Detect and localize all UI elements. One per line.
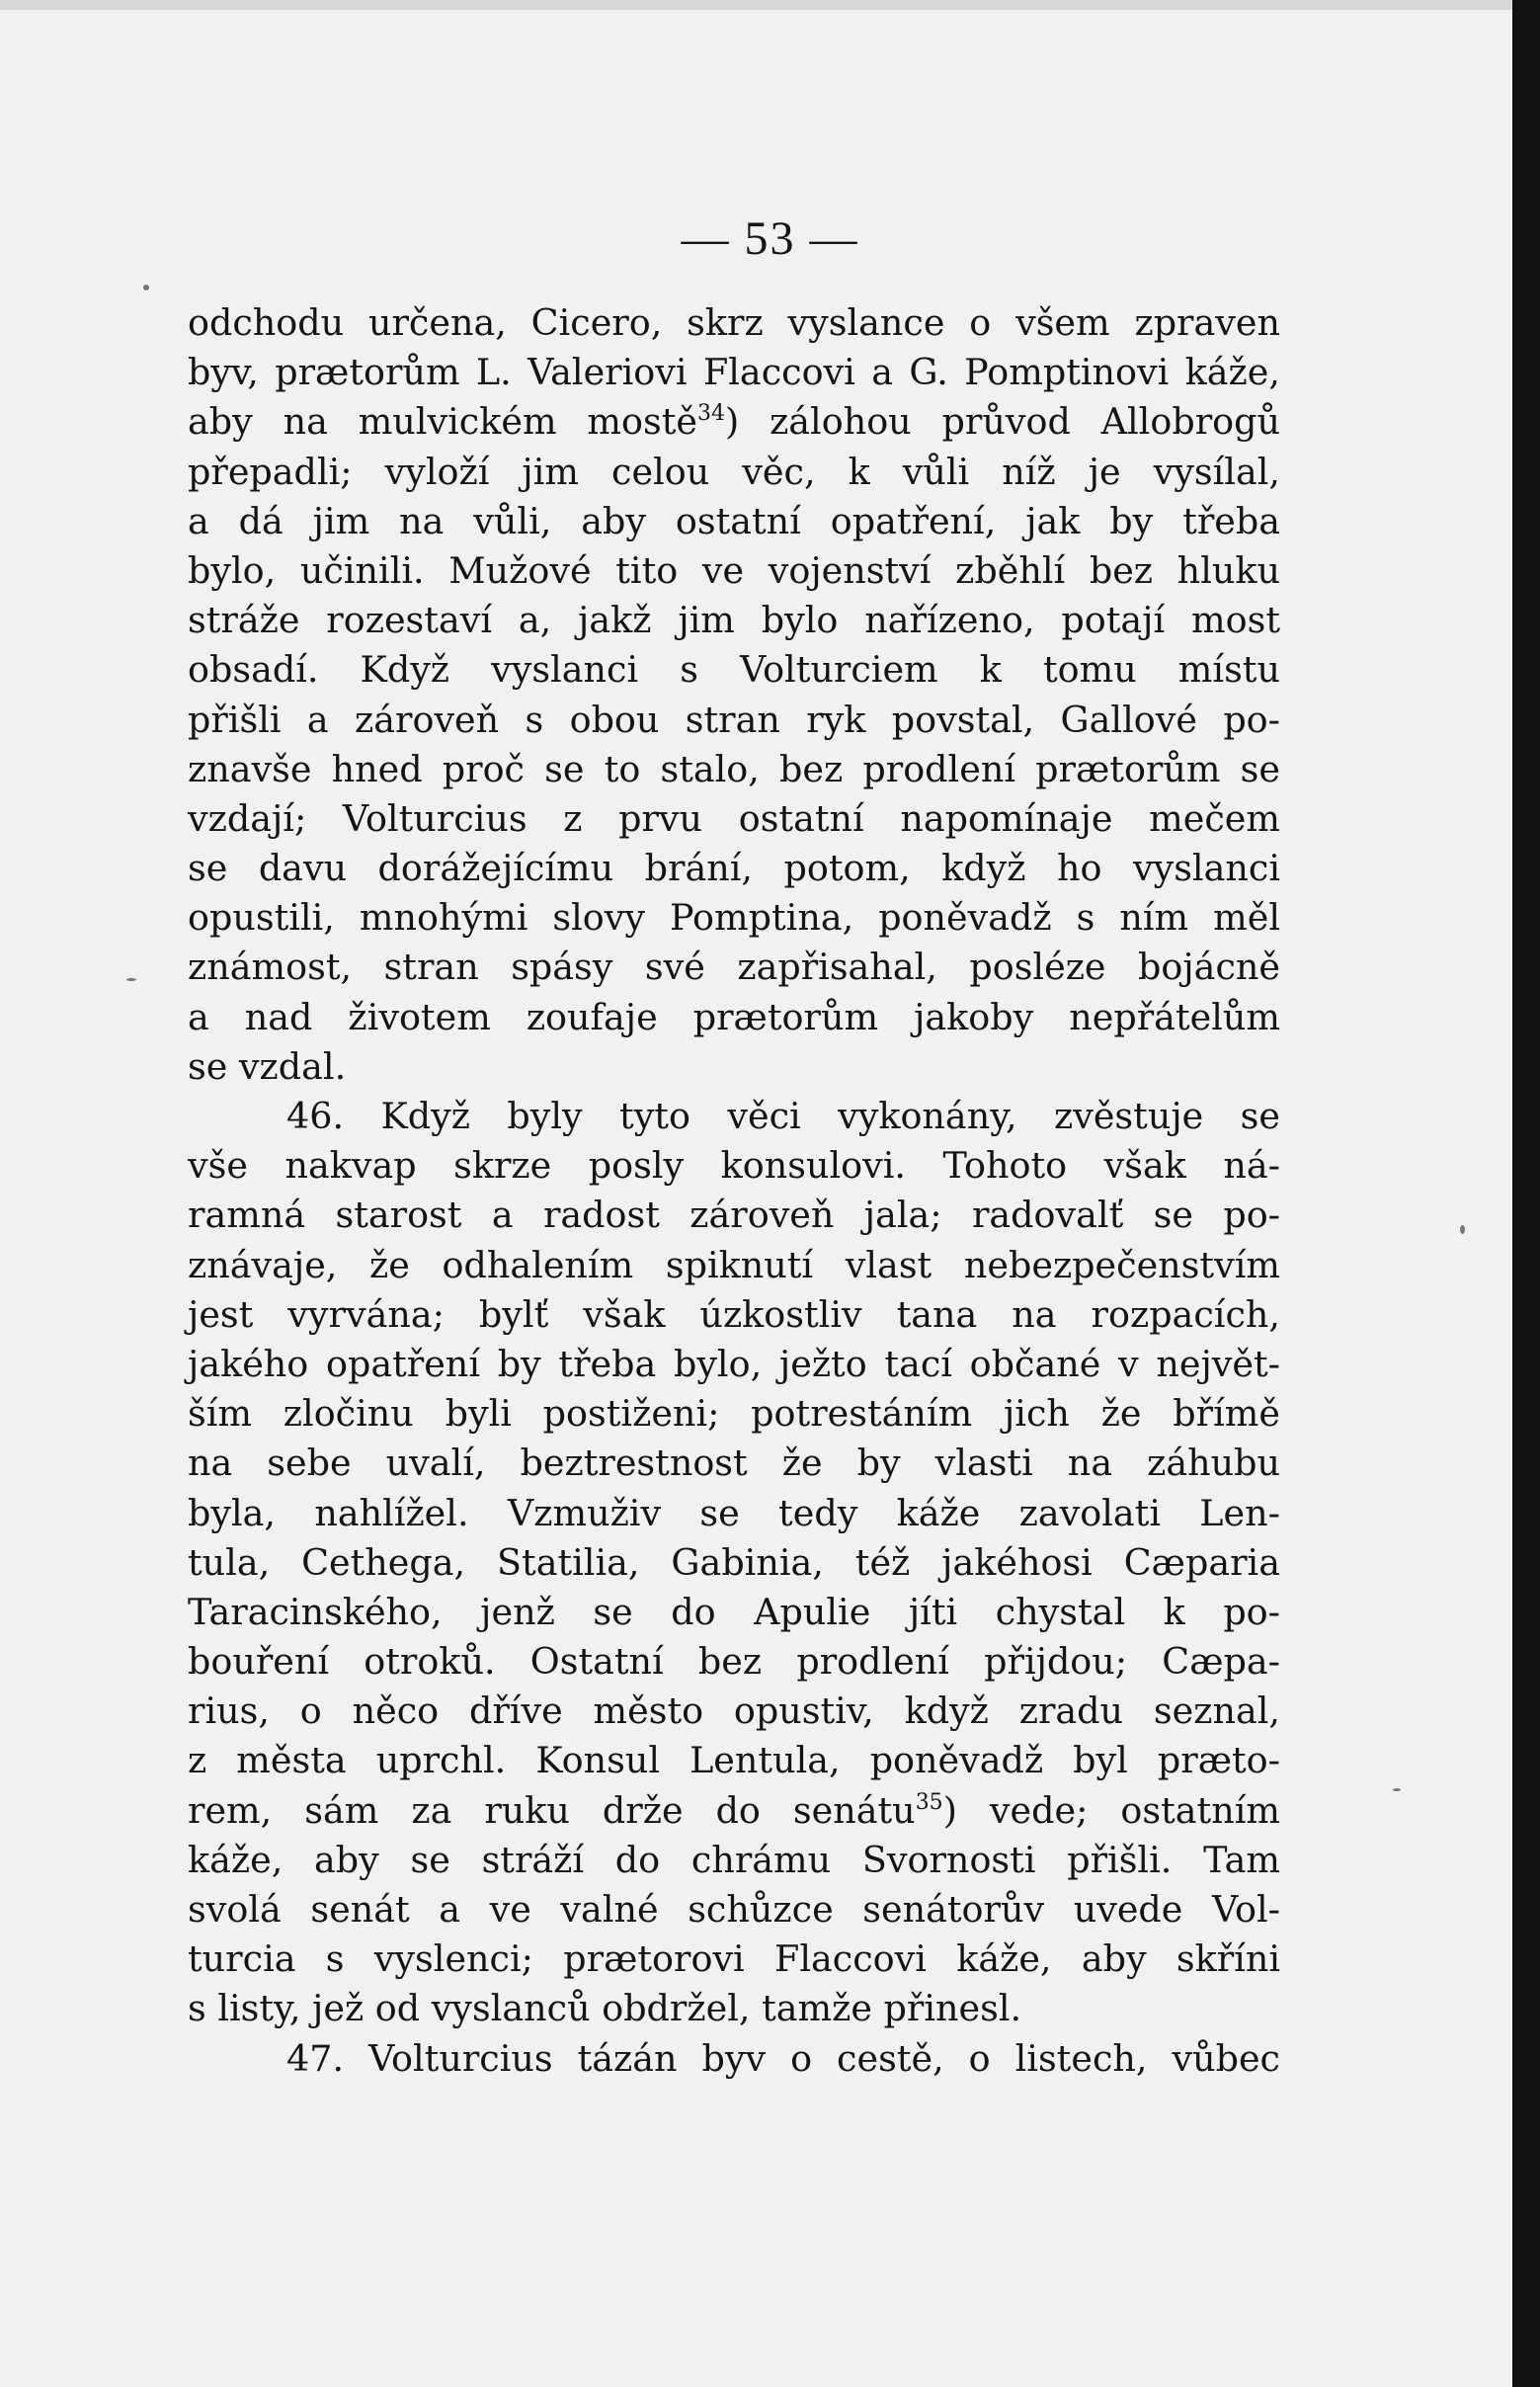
text-line-content: odchodu určena, Cicero, skrz vyslance o všem zpraven bbox=[188, 301, 1280, 344]
text-line bbox=[188, 497, 1280, 546]
text-line bbox=[188, 1042, 1280, 1092]
text-line-content: a dá jim na vůli, aby ostatní opatření, jak by třeba bbox=[188, 499, 1280, 542]
text-line-content: rius, o něco dříve město opustiv, když zradu seznal, bbox=[188, 1689, 1280, 1733]
text-line bbox=[188, 1241, 1280, 1290]
text-line bbox=[188, 348, 1280, 397]
text-line bbox=[188, 1340, 1280, 1389]
text-line bbox=[188, 1885, 1280, 1934]
text-line bbox=[188, 1538, 1280, 1588]
text-line-content: aby na mulvickém mostě bbox=[188, 400, 697, 444]
text-line bbox=[188, 1141, 1280, 1191]
text-line bbox=[188, 298, 1280, 348]
text-line bbox=[188, 745, 1280, 794]
text-line bbox=[188, 844, 1280, 893]
text-line-content: přepadli; vyloží jim celou věc, k vůli níž je vysílal, bbox=[188, 450, 1280, 493]
text-line bbox=[188, 794, 1280, 844]
text-line-content: bouření otroků. Ostatní bez prodlení přijdou; Cæpa- bbox=[188, 1640, 1280, 1684]
text-line-content: turcia s vyslenci; prætorovi Flaccovi káže, aby skříni bbox=[188, 1937, 1280, 1981]
text-line bbox=[188, 1984, 1280, 2033]
dust-speck bbox=[1460, 1225, 1465, 1234]
text-line bbox=[188, 448, 1280, 497]
text-line-content: znávaje, že odhalením spiknutí vlast nebezpečenstvím bbox=[188, 1243, 1280, 1286]
text-line-content: přišli a zároveň s obou stran ryk povstal, Gallové po- bbox=[188, 698, 1280, 741]
text-line bbox=[188, 1588, 1280, 1637]
text-line-content: z města uprchl. Konsul Lentula, poněvadž byl præto- bbox=[188, 1739, 1280, 1782]
dust-speck bbox=[1393, 1788, 1401, 1791]
text-line bbox=[188, 1934, 1280, 1984]
dust-speck bbox=[143, 285, 149, 290]
scan-edge-top bbox=[0, 0, 1540, 10]
text-line bbox=[188, 893, 1280, 943]
text-line-content: 46. Když byly tyto věci vykonány, zvěstuje se bbox=[286, 1095, 1280, 1137]
text-line bbox=[188, 546, 1280, 596]
text-line-content: jest vyrvána; bylť však úzkostliv tana na rozpacích, bbox=[188, 1292, 1280, 1336]
text-line-content: znavše hned proč se to stalo, bez prodlení prætorům se bbox=[188, 747, 1280, 790]
text-line-content: s listy, jež od vyslanců obdržel, tamže přinesl. bbox=[188, 1987, 1022, 2030]
text-line bbox=[188, 1736, 1280, 1785]
text-line-content: Taracinského, jenž se do Apulie jíti chystal k po- bbox=[188, 1590, 1280, 1633]
footnote-ref: 34 bbox=[696, 401, 725, 427]
text-line bbox=[188, 1389, 1280, 1439]
text-line-continuation: ) vede; ostatním bbox=[942, 1788, 1280, 1832]
footnote-ref: 35 bbox=[915, 1789, 943, 1815]
text-line bbox=[188, 1687, 1280, 1736]
text-line bbox=[188, 696, 1280, 745]
text-line-content: svolá senát a ve valné schůzce senátorův uvede Vol- bbox=[188, 1888, 1280, 1931]
text-line-content: 47. Volturcius tázán byv o cestě, o listech, vůbec bbox=[286, 2036, 1280, 2080]
text-line bbox=[188, 1489, 1280, 1538]
text-line-content: káže, aby se stráží do chrámu Svornosti přišli. Tam bbox=[188, 1838, 1280, 1881]
text-line bbox=[188, 1786, 1280, 1836]
text-line-content: jakého opatření by třeba bylo, ježto tací občané v největ- bbox=[188, 1342, 1280, 1385]
text-line-content: ším zločinu byli postiženi; potrestáním jich že břímě bbox=[188, 1392, 1280, 1436]
text-line-content: byv, prætorům L. Valeriovi Flaccovi a G. Pomptinovi káže, bbox=[188, 351, 1280, 394]
text-line-content: se davu dorážejícímu brání, potom, když ho vyslanci bbox=[188, 847, 1280, 890]
text-line-content: známost, stran spásy své zapřisahal, posléze bojácně bbox=[188, 946, 1280, 989]
text-line-content: opustili, mnohými slovy Pomptina, poněvadž s ním měl bbox=[188, 896, 1280, 940]
text-line-content: obsadí. Když vyslanci s Volturciem k tomu místu bbox=[188, 648, 1280, 692]
text-line-content: vzdají; Volturcius z prvu ostatní napomínaje mečem bbox=[188, 796, 1280, 840]
text-line bbox=[188, 397, 1280, 447]
page-number: — 53 — bbox=[681, 212, 859, 265]
text-line bbox=[188, 1439, 1280, 1488]
text-line-content: rem, sám za ruku drže do senátu bbox=[188, 1788, 916, 1832]
text-line bbox=[188, 2034, 1280, 2084]
text-line bbox=[188, 645, 1280, 695]
text-line bbox=[188, 1092, 1280, 1141]
text-line bbox=[188, 596, 1280, 645]
text-line-content: vše nakvap skrze posly konsulovi. Tohoto však ná- bbox=[188, 1144, 1280, 1188]
text-line bbox=[188, 943, 1280, 992]
text-line-content: a nad životem zoufaje prætorům jakoby nepřátelům bbox=[188, 995, 1280, 1038]
text-line bbox=[188, 1637, 1280, 1687]
text-line-content: stráže rozestaví a, jakž jim bylo nařízeno, potají most bbox=[188, 599, 1280, 642]
text-line-content: bylo, učinili. Mužové tito ve vojenství zběhlí bez hluku bbox=[188, 548, 1280, 592]
text-line bbox=[188, 993, 1280, 1042]
body-text bbox=[188, 298, 1280, 2084]
text-line bbox=[188, 1836, 1280, 1885]
scan-edge-right bbox=[1512, 0, 1540, 2387]
text-line bbox=[188, 1191, 1280, 1240]
text-line-content: se vzdal. bbox=[188, 1044, 347, 1088]
text-line-content: tula, Cethega, Statilia, Gabinia, též jakéhosi Cæparia bbox=[188, 1540, 1280, 1584]
text-line bbox=[188, 1290, 1280, 1340]
dust-speck bbox=[126, 978, 136, 981]
text-line-content: na sebe uvalí, beztrestnost že by vlasti na záhubu bbox=[188, 1441, 1280, 1485]
text-line-content: ramná starost a radost zároveň jala; radovalť se po- bbox=[188, 1194, 1280, 1237]
text-line-continuation: ) zálohou průvod Allobrogů bbox=[724, 400, 1280, 444]
text-line-content: byla, nahlížel. Vzmuživ se tedy káže zavolati Len- bbox=[188, 1491, 1280, 1534]
